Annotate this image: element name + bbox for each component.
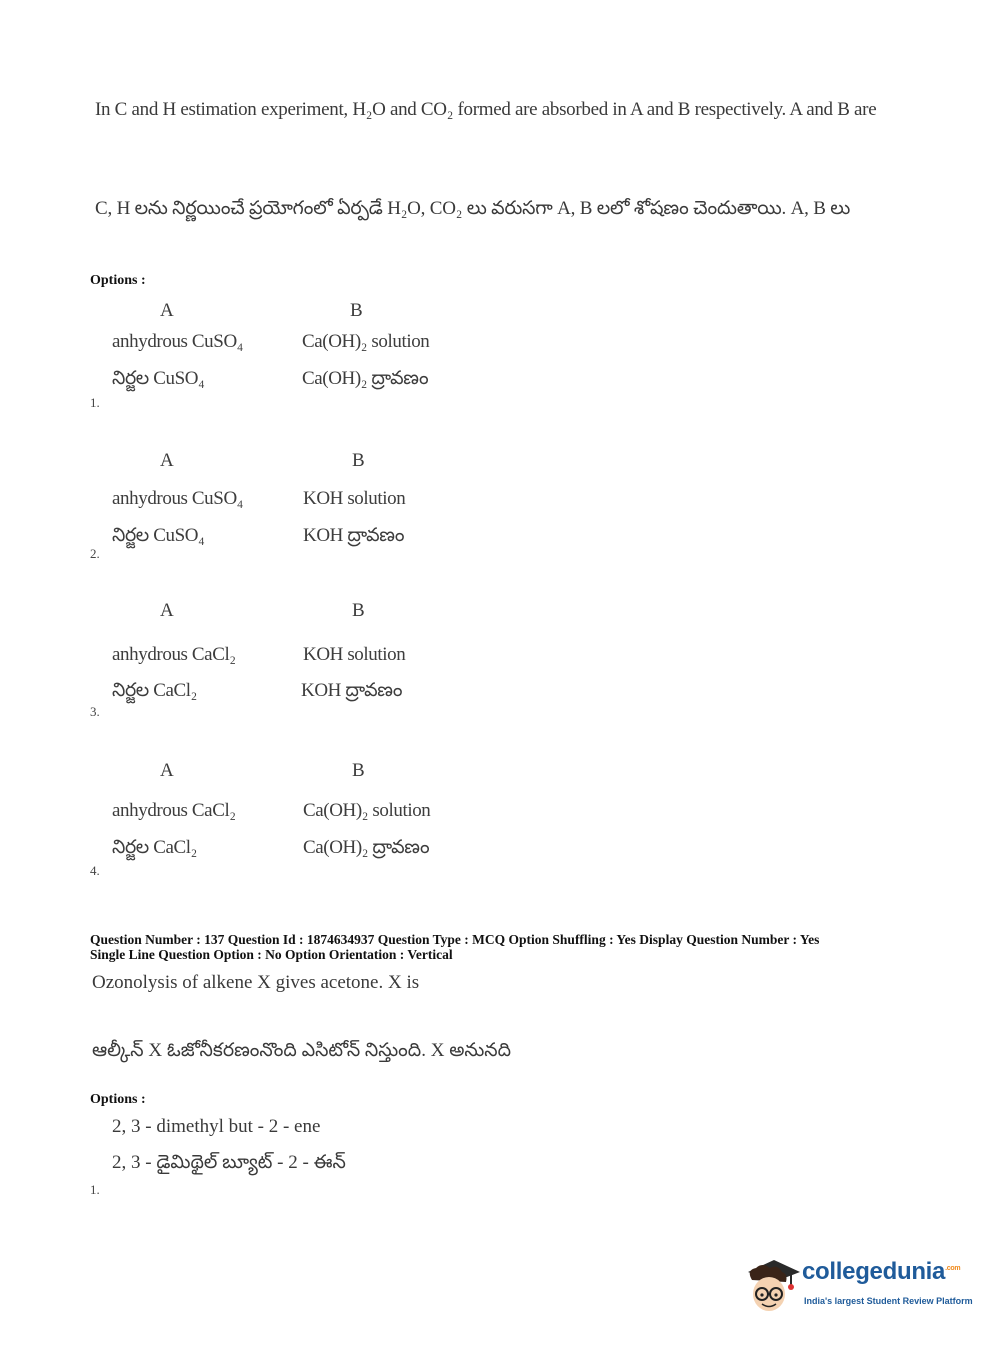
column-a-header: A xyxy=(160,300,174,321)
logo-name: collegedunia xyxy=(802,1258,946,1285)
column-a-header: A xyxy=(160,450,174,471)
options-label-2: Options : xyxy=(90,1092,146,1107)
logo-wordmark xyxy=(802,1258,960,1286)
collegedunia-logo xyxy=(742,1250,982,1318)
option-b-telugu: KOH ద్రావణం xyxy=(303,525,405,546)
mascot-icon xyxy=(742,1250,802,1316)
option-a-english: anhydrous CuSO₄ xyxy=(112,331,243,352)
option-a-english: anhydrous CaCl₂ xyxy=(112,800,236,821)
q2-option-number: 1. xyxy=(90,1182,100,1197)
option-b-telugu: KOH ద్రావణం xyxy=(301,680,403,701)
column-a-header: A xyxy=(160,760,174,781)
option-number: 3. xyxy=(90,704,100,719)
option-b-telugu: Ca(OH)₂ ద్రావణం xyxy=(303,837,430,858)
option-a-telugu: నిర్జల CuSO₄ xyxy=(112,525,205,546)
logo-suffix: .com xyxy=(945,1265,961,1272)
option-a-english: anhydrous CuSO₄ xyxy=(112,488,243,509)
column-b-header: B xyxy=(350,300,363,321)
option-1[interactable] xyxy=(90,300,512,412)
question-meta-line-2: Single Line Question Option : No Option Orientation : Vertical xyxy=(90,947,453,962)
option-4[interactable] xyxy=(90,760,512,884)
option-b-english: KOH solution xyxy=(303,644,406,665)
option-a-english: anhydrous CaCl₂ xyxy=(112,644,236,665)
options-label: Options : xyxy=(90,273,146,288)
column-b-header: B xyxy=(352,450,365,471)
q2-option-1-english: 2, 3 - dimethyl but - 2 - ene xyxy=(112,1116,321,1137)
question-meta-line-1: Question Number : 137 Question Id : 1874634937 Question Type : MCQ Option Shuffling : Yes Display Question Number : Yes xyxy=(90,932,820,947)
option-2[interactable] xyxy=(90,450,512,562)
option-b-english: Ca(OH)₂ solution xyxy=(302,331,430,352)
option-a-telugu: నిర్జల CaCl₂ xyxy=(112,837,197,858)
option-number: 4. xyxy=(90,863,100,878)
option-a-telugu: నిర్జల CaCl₂ xyxy=(112,680,197,701)
option-b-telugu: Ca(OH)₂ ద్రావణం xyxy=(302,368,429,389)
option-a-telugu: నిర్జల CuSO₄ xyxy=(112,368,205,389)
question-text-english: In C and H estimation experiment, H₂O and CO₂ formed are absorbed in A and B respectively. A and B are xyxy=(95,99,877,120)
option-number: 2. xyxy=(90,546,100,561)
question-2-text-english: Ozonolysis of alkene X gives acetone. X is xyxy=(92,972,420,993)
logo-tagline: India's largest Student Review Platform xyxy=(804,1296,973,1306)
option-b-english: Ca(OH)₂ solution xyxy=(303,800,431,821)
option-b-english: KOH solution xyxy=(303,488,406,509)
question-meta xyxy=(90,932,970,962)
question-text-telugu: C, H లను నిర్ణయించే ప్రయోగంలో ఏర్పడే H₂O, CO₂ లు వరుసగా A, B లలో శోషణం చెందుతాయి. A, B లు xyxy=(95,198,851,219)
question-2-text-telugu: ఆల్కీన్ X ఓజోనీకరణంనొంది ఎసిటోన్ నిస్తుంది. X అనునది xyxy=(92,1040,512,1061)
option-number: 1. xyxy=(90,395,100,410)
column-b-header: B xyxy=(352,600,365,621)
column-b-header: B xyxy=(352,760,365,781)
q2-option-1-telugu: 2, 3 - డైమిథైల్ బ్యూట్ - 2 - ఈన్ xyxy=(112,1152,346,1173)
option-3[interactable] xyxy=(90,600,512,724)
column-a-header: A xyxy=(160,600,174,621)
